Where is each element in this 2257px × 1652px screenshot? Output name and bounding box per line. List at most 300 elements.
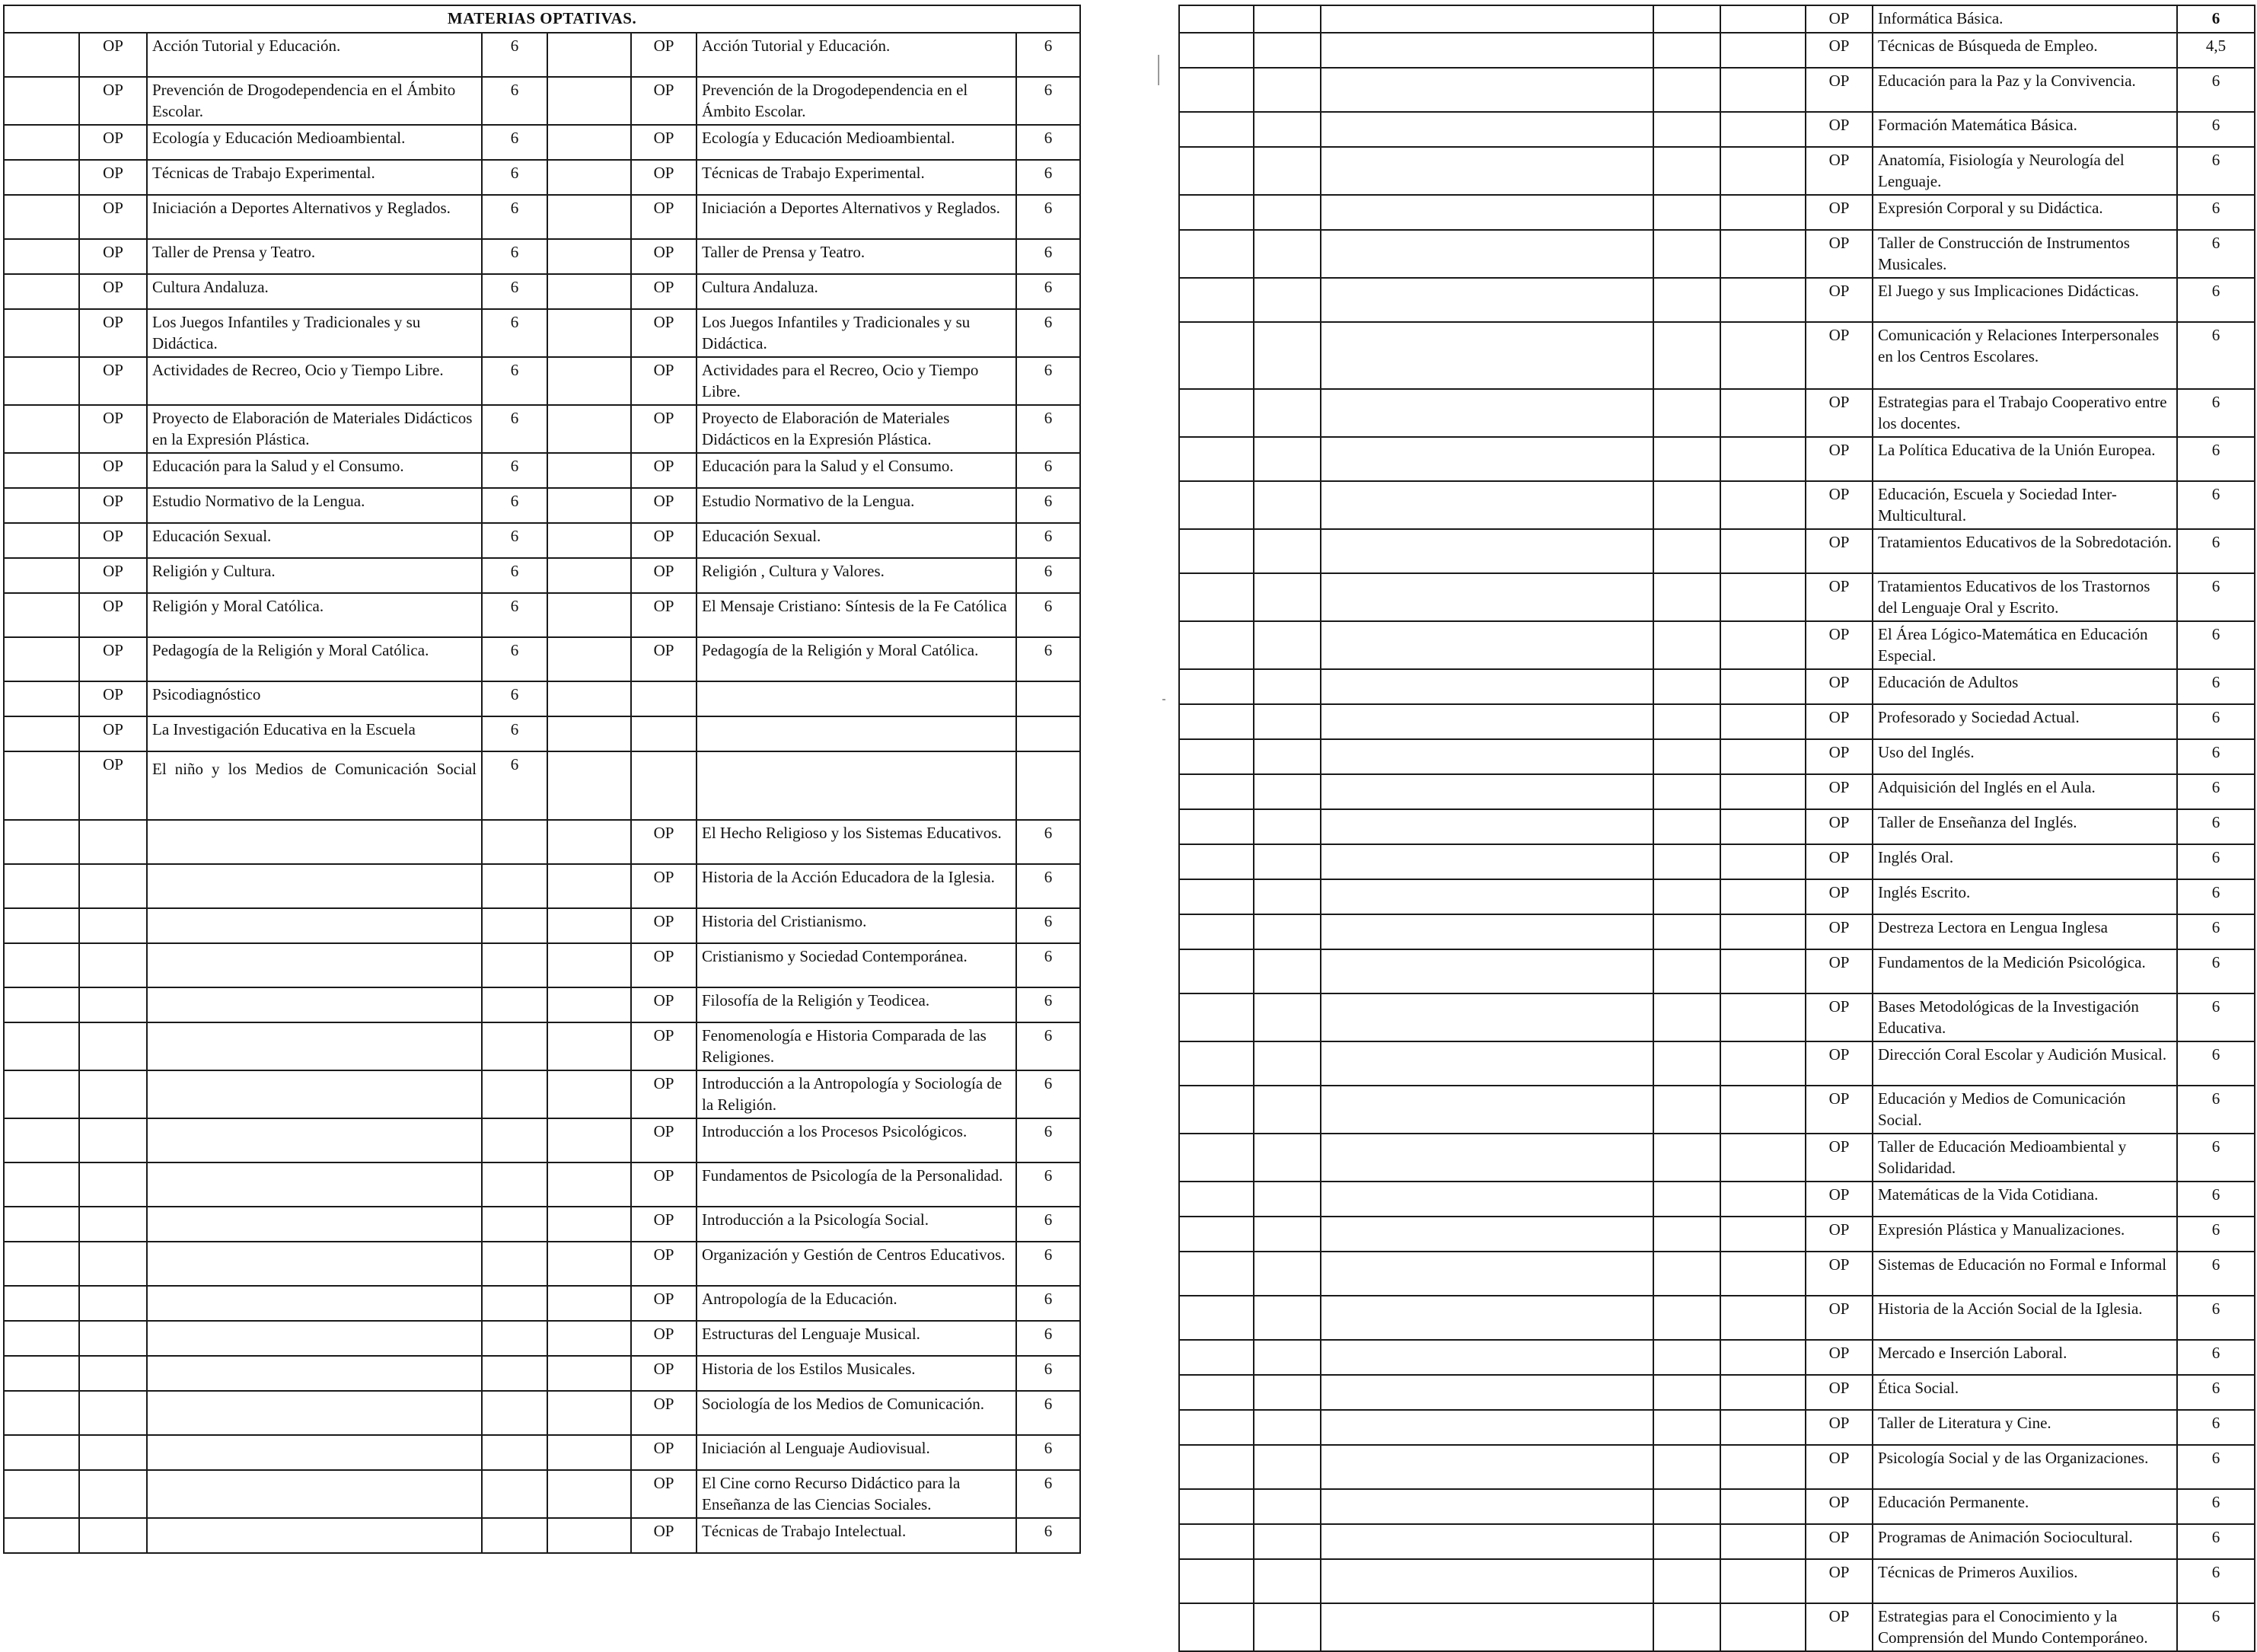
credits: 6: [2177, 230, 2255, 278]
course-type-b: [631, 751, 697, 820]
credits-b: [1016, 751, 1080, 820]
blank-cell: [1653, 704, 1720, 739]
blank-cell: [1321, 195, 1653, 230]
blank-cell: [1321, 949, 1653, 993]
blank-cell: [1321, 1489, 1653, 1524]
credits-b: 6: [1016, 1022, 1080, 1070]
blank-cell: [4, 1242, 79, 1286]
blank-cell: [1720, 739, 1806, 774]
credits-b: [1016, 716, 1080, 751]
blank-cell: [1720, 573, 1806, 621]
course-type-a: [79, 987, 147, 1022]
course-name: Inglés Oral.: [1873, 844, 2177, 879]
credits-a: 6: [482, 357, 547, 405]
course-type-a: [79, 908, 147, 943]
course-name-a: [147, 1070, 482, 1118]
blank-cell: [1179, 739, 1254, 774]
blank-cell: [1254, 993, 1321, 1041]
credits: 6: [2177, 5, 2255, 33]
blank-cell: [1254, 147, 1321, 195]
course-name-a: Religión y Moral Católica.: [147, 593, 482, 637]
table-row: [4, 309, 1080, 357]
blank-cell: [547, 33, 631, 77]
course-type-a: OP: [79, 751, 147, 820]
blank-cell: [1254, 774, 1321, 809]
credits: 6: [2177, 1252, 2255, 1296]
course-name: Fundamentos de la Medición Psicológica.: [1873, 949, 2177, 993]
course-type-a: OP: [79, 681, 147, 716]
blank-cell: [1720, 879, 1806, 914]
course-name: Tratamientos Educativos de la Sobredotación.: [1873, 529, 2177, 573]
blank-cell: [1720, 1086, 1806, 1134]
blank-cell: [1179, 1375, 1254, 1410]
course-name-a: [147, 943, 482, 987]
blank-cell: [1321, 1340, 1653, 1375]
blank-cell: [1720, 112, 1806, 147]
course-name-b: Introducción a la Psicología Social.: [697, 1207, 1016, 1242]
blank-cell: [1653, 1524, 1720, 1559]
blank-cell: [1321, 1134, 1653, 1182]
credits-b: 6: [1016, 160, 1080, 195]
course-name-a: [147, 864, 482, 908]
course-type-a: OP: [79, 309, 147, 357]
table-row: [1179, 1252, 2255, 1296]
blank-cell: [547, 1070, 631, 1118]
credits-b: 6: [1016, 1286, 1080, 1321]
course-type-a: OP: [79, 77, 147, 125]
course-type-a: OP: [79, 239, 147, 274]
course-type-b: OP: [631, 1207, 697, 1242]
blank-cell: [1321, 529, 1653, 573]
blank-cell: [547, 523, 631, 558]
blank-cell: [1321, 481, 1653, 529]
credits-a: [482, 820, 547, 864]
credits-b: 6: [1016, 1162, 1080, 1207]
table-row: [4, 239, 1080, 274]
course-type-a: [79, 1356, 147, 1391]
table-row: [4, 1162, 1080, 1207]
blank-cell: [1720, 704, 1806, 739]
course-type: OP: [1806, 195, 1873, 230]
course-type: OP: [1806, 1445, 1873, 1489]
course-name: El Área Lógico-Matemática en Educación Especial.: [1873, 621, 2177, 669]
course-type-b: OP: [631, 1118, 697, 1162]
blank-cell: [1254, 322, 1321, 389]
credits-b: 6: [1016, 125, 1080, 160]
credits: 6: [2177, 1340, 2255, 1375]
course-type: OP: [1806, 1489, 1873, 1524]
blank-cell: [1254, 1410, 1321, 1445]
blank-cell: [1254, 1375, 1321, 1410]
table-row: [4, 593, 1080, 637]
credits: 6: [2177, 1445, 2255, 1489]
course-name: Ética Social.: [1873, 1375, 2177, 1410]
table-row: [4, 908, 1080, 943]
table-row: [1179, 112, 2255, 147]
course-name-b: Historia del Cristianismo.: [697, 908, 1016, 943]
blank-cell: [1321, 573, 1653, 621]
blank-cell: [1254, 879, 1321, 914]
table-row: [1179, 1134, 2255, 1182]
course-name: Educación para la Paz y la Convivencia.: [1873, 68, 2177, 112]
credits-b: 6: [1016, 1118, 1080, 1162]
course-name-a: Proyecto de Elaboración de Materiales Didácticos en la Expresión Plástica.: [147, 405, 482, 453]
credits-b: 6: [1016, 488, 1080, 523]
credits-a: 6: [482, 523, 547, 558]
blank-cell: [1321, 1217, 1653, 1252]
blank-cell: [1179, 1086, 1254, 1134]
blank-cell: [1653, 230, 1720, 278]
blank-cell: [1321, 112, 1653, 147]
course-name-a: [147, 1321, 482, 1356]
blank-cell: [4, 1435, 79, 1470]
blank-cell: [4, 1321, 79, 1356]
credits: 6: [2177, 1524, 2255, 1559]
credits: 6: [2177, 68, 2255, 112]
table-row: [4, 820, 1080, 864]
course-type-b: OP: [631, 488, 697, 523]
blank-cell: [4, 160, 79, 195]
course-name-b: Antropología de la Educación.: [697, 1286, 1016, 1321]
blank-cell: [4, 488, 79, 523]
blank-cell: [1321, 1041, 1653, 1086]
course-name-b: Taller de Prensa y Teatro.: [697, 239, 1016, 274]
credits-a: [482, 1435, 547, 1470]
course-type-b: OP: [631, 77, 697, 125]
course-type: OP: [1806, 844, 1873, 879]
course-type-a: [79, 1022, 147, 1070]
credits-b: [1016, 681, 1080, 716]
course-name-a: [147, 1207, 482, 1242]
course-name-b: El Cine corno Recurso Didáctico para la Enseñanza de las Ciencias Sociales.: [697, 1470, 1016, 1518]
blank-cell: [547, 1321, 631, 1356]
course-type: OP: [1806, 704, 1873, 739]
table-row: [1179, 879, 2255, 914]
left-page: [3, 5, 1079, 1554]
table-row: [4, 1242, 1080, 1286]
course-name-b: Historia de los Estilos Musicales.: [697, 1356, 1016, 1391]
course-name-a: [147, 1470, 482, 1518]
course-name-a: [147, 987, 482, 1022]
blank-cell: [4, 523, 79, 558]
table-row: [4, 637, 1080, 681]
table-row: [1179, 1041, 2255, 1086]
credits-a: [482, 1518, 547, 1553]
course-type-b: OP: [631, 637, 697, 681]
course-type: OP: [1806, 621, 1873, 669]
credits-b: 6: [1016, 357, 1080, 405]
blank-cell: [1720, 230, 1806, 278]
credits-a: [482, 1391, 547, 1435]
blank-cell: [547, 160, 631, 195]
blank-cell: [4, 77, 79, 125]
credits-b: 6: [1016, 558, 1080, 593]
credits-a: [482, 1356, 547, 1391]
course-type-a: OP: [79, 125, 147, 160]
blank-cell: [547, 1391, 631, 1435]
credits-b: 6: [1016, 453, 1080, 488]
credits-b: 6: [1016, 195, 1080, 239]
credits-a: 6: [482, 637, 547, 681]
course-type-a: [79, 1286, 147, 1321]
credits-a: 6: [482, 125, 547, 160]
credits: 6: [2177, 1041, 2255, 1086]
blank-cell: [1254, 1445, 1321, 1489]
course-name: Expresión Corporal y su Didáctica.: [1873, 195, 2177, 230]
course-name-b: Organización y Gestión de Centros Educativos.: [697, 1242, 1016, 1286]
course-type-b: OP: [631, 1242, 697, 1286]
blank-cell: [1321, 879, 1653, 914]
blank-cell: [547, 1356, 631, 1391]
course-name: Mercado e Inserción Laboral.: [1873, 1340, 2177, 1375]
table-row: [4, 943, 1080, 987]
course-type-b: [631, 716, 697, 751]
blank-cell: [1653, 1182, 1720, 1217]
table-row: [4, 1391, 1080, 1435]
blank-cell: [1653, 1296, 1720, 1340]
blank-cell: [547, 125, 631, 160]
blank-cell: [1720, 844, 1806, 879]
blank-cell: [1254, 33, 1321, 68]
course-name: Estrategias para el Conocimiento y la Comprensión del Mundo Contemporáneo.: [1873, 1603, 2177, 1651]
course-name: Destreza Lectora en Lengua Inglesa: [1873, 914, 2177, 949]
course-name-b: [697, 716, 1016, 751]
credits: 6: [2177, 1489, 2255, 1524]
blank-cell: [1254, 278, 1321, 322]
course-name-b: Introducción a los Procesos Psicológicos.: [697, 1118, 1016, 1162]
course-type-a: OP: [79, 357, 147, 405]
table-row: [4, 1518, 1080, 1553]
blank-cell: [1720, 1296, 1806, 1340]
blank-cell: [4, 405, 79, 453]
table-row: [1179, 147, 2255, 195]
blank-cell: [1720, 278, 1806, 322]
course-name-a: Técnicas de Trabajo Experimental.: [147, 160, 482, 195]
course-type-b: OP: [631, 1356, 697, 1391]
blank-cell: [1653, 195, 1720, 230]
blank-cell: [1653, 1445, 1720, 1489]
course-name-b: [697, 751, 1016, 820]
table-row: [1179, 621, 2255, 669]
course-name: Sistemas de Educación no Formal e Informal: [1873, 1252, 2177, 1296]
course-type-b: OP: [631, 309, 697, 357]
course-type: OP: [1806, 1182, 1873, 1217]
credits: 6: [2177, 1375, 2255, 1410]
credits: 6: [2177, 573, 2255, 621]
blank-cell: [1254, 809, 1321, 844]
course-type-b: OP: [631, 1435, 697, 1470]
course-type-a: OP: [79, 637, 147, 681]
blank-cell: [1254, 230, 1321, 278]
blank-cell: [1653, 1489, 1720, 1524]
credits: 6: [2177, 195, 2255, 230]
blank-cell: [1720, 1041, 1806, 1086]
blank-cell: [1179, 5, 1254, 33]
credits: 6: [2177, 949, 2255, 993]
blank-cell: [1321, 1445, 1653, 1489]
course-type-a: OP: [79, 405, 147, 453]
course-name-a: [147, 1242, 482, 1286]
blank-cell: [4, 1022, 79, 1070]
course-name: Uso del Inglés.: [1873, 739, 2177, 774]
table-row: [4, 274, 1080, 309]
course-type-b: OP: [631, 195, 697, 239]
course-type-b: OP: [631, 274, 697, 309]
table-row: [4, 1356, 1080, 1391]
credits-b: 6: [1016, 1207, 1080, 1242]
blank-cell: [1720, 147, 1806, 195]
blank-cell: [1254, 1252, 1321, 1296]
credits: 6: [2177, 1086, 2255, 1134]
blank-cell: [1653, 389, 1720, 437]
course-name-a: Psicodiagnóstico: [147, 681, 482, 716]
course-type: OP: [1806, 1559, 1873, 1603]
course-name-a: El niño y los Medios de Comunicación Social: [147, 751, 482, 820]
credits-a: [482, 1118, 547, 1162]
course-name: Expresión Plástica y Manualizaciones.: [1873, 1217, 2177, 1252]
blank-cell: [1254, 1524, 1321, 1559]
blank-cell: [1179, 278, 1254, 322]
blank-cell: [1720, 1252, 1806, 1296]
course-type: OP: [1806, 949, 1873, 993]
credits-a: 6: [482, 488, 547, 523]
blank-cell: [1321, 68, 1653, 112]
credits-a: 6: [482, 681, 547, 716]
course-type-b: OP: [631, 160, 697, 195]
table-row: [4, 1286, 1080, 1321]
course-name-b: Técnicas de Trabajo Intelectual.: [697, 1518, 1016, 1553]
course-name-a: Prevención de Drogodependencia en el Ámbito Escolar.: [147, 77, 482, 125]
blank-cell: [1321, 33, 1653, 68]
blank-cell: [1254, 949, 1321, 993]
course-name: Estrategias para el Trabajo Cooperativo entre los docentes.: [1873, 389, 2177, 437]
course-name-b: Cristianismo y Sociedad Contemporánea.: [697, 943, 1016, 987]
blank-cell: [1254, 1134, 1321, 1182]
blank-cell: [1321, 230, 1653, 278]
table-row: [1179, 774, 2255, 809]
blank-cell: [1653, 68, 1720, 112]
course-name-b: Sociología de los Medios de Comunicación.: [697, 1391, 1016, 1435]
table-row: [4, 558, 1080, 593]
course-type: OP: [1806, 389, 1873, 437]
blank-cell: [4, 33, 79, 77]
blank-cell: [1720, 322, 1806, 389]
course-type-b: OP: [631, 987, 697, 1022]
blank-cell: [1321, 147, 1653, 195]
credits-b: 6: [1016, 908, 1080, 943]
course-name-b: Estudio Normativo de la Lengua.: [697, 488, 1016, 523]
course-type-a: [79, 1118, 147, 1162]
table-row: [1179, 437, 2255, 481]
course-name-a: Religión y Cultura.: [147, 558, 482, 593]
credits-a: 6: [482, 558, 547, 593]
course-name: Educación y Medios de Comunicación Social.: [1873, 1086, 2177, 1134]
blank-cell: [1321, 1524, 1653, 1559]
table-row: [4, 1070, 1080, 1118]
course-type: OP: [1806, 774, 1873, 809]
course-name-a: Pedagogía de la Religión y Moral Católica.: [147, 637, 482, 681]
blank-cell: [1653, 481, 1720, 529]
blank-cell: [1720, 1375, 1806, 1410]
course-type-a: OP: [79, 558, 147, 593]
blank-cell: [1254, 914, 1321, 949]
table-row: [4, 716, 1080, 751]
course-name-a: Cultura Andaluza.: [147, 274, 482, 309]
course-type-b: OP: [631, 1321, 697, 1356]
table-row: [4, 751, 1080, 820]
blank-cell: [1321, 1559, 1653, 1603]
blank-cell: [1179, 704, 1254, 739]
course-name-a: [147, 1022, 482, 1070]
blank-cell: [1321, 774, 1653, 809]
blank-cell: [1179, 1296, 1254, 1340]
credits-a: [482, 1470, 547, 1518]
credits-b: 6: [1016, 523, 1080, 558]
credits: 6: [2177, 481, 2255, 529]
credits: 6: [2177, 844, 2255, 879]
blank-cell: [4, 1118, 79, 1162]
course-name-b: Iniciación a Deportes Alternativos y Reglados.: [697, 195, 1016, 239]
course-name: Programas de Animación Sociocultural.: [1873, 1524, 2177, 1559]
credits: 6: [2177, 669, 2255, 704]
blank-cell: [1254, 389, 1321, 437]
blank-cell: [1321, 621, 1653, 669]
blank-cell: [1254, 112, 1321, 147]
credits: 6: [2177, 879, 2255, 914]
blank-cell: [4, 195, 79, 239]
course-type-a: OP: [79, 33, 147, 77]
blank-cell: [1179, 949, 1254, 993]
course-type-b: OP: [631, 1518, 697, 1553]
course-type-b: [631, 681, 697, 716]
table-row: [1179, 33, 2255, 68]
table-row: [4, 1435, 1080, 1470]
credits: 6: [2177, 621, 2255, 669]
course-name: Anatomía, Fisiología y Neurología del Lenguaje.: [1873, 147, 2177, 195]
course-name-a: Acción Tutorial y Educación.: [147, 33, 482, 77]
blank-cell: [1653, 879, 1720, 914]
course-name: Psicología Social y de las Organizaciones.: [1873, 1445, 2177, 1489]
blank-cell: [1179, 1041, 1254, 1086]
table-row: [4, 405, 1080, 453]
blank-cell: [4, 274, 79, 309]
blank-cell: [1179, 669, 1254, 704]
blank-cell: [1321, 704, 1653, 739]
blank-cell: [1254, 5, 1321, 33]
blank-cell: [4, 864, 79, 908]
course-type-a: [79, 1242, 147, 1286]
course-name: Taller de Literatura y Cine.: [1873, 1410, 2177, 1445]
blank-cell: [1179, 879, 1254, 914]
blank-cell: [1179, 33, 1254, 68]
blank-cell: [4, 751, 79, 820]
course-name-a: Actividades de Recreo, Ocio y Tiempo Libre.: [147, 357, 482, 405]
blank-cell: [1720, 774, 1806, 809]
table-row: [4, 1118, 1080, 1162]
blank-cell: [1720, 1489, 1806, 1524]
blank-cell: [1321, 1086, 1653, 1134]
course-type-b: OP: [631, 1070, 697, 1118]
course-name-b: Filosofía de la Religión y Teodicea.: [697, 987, 1016, 1022]
blank-cell: [1720, 1182, 1806, 1217]
credits-a: [482, 1022, 547, 1070]
blank-cell: [1179, 1524, 1254, 1559]
credits-b: 6: [1016, 239, 1080, 274]
blank-cell: [1720, 437, 1806, 481]
blank-cell: [1653, 529, 1720, 573]
blank-cell: [1720, 1340, 1806, 1375]
table-row: [4, 864, 1080, 908]
